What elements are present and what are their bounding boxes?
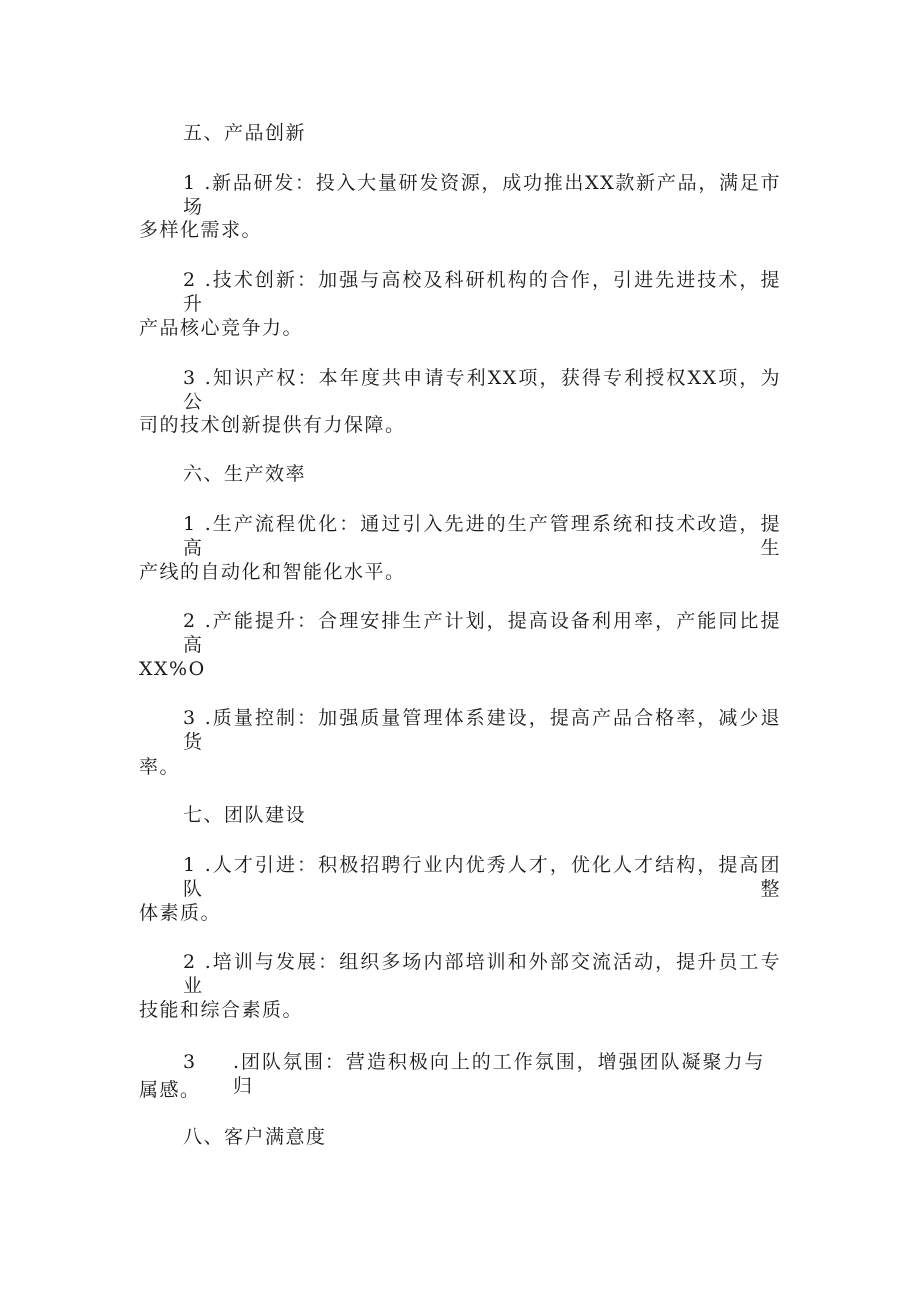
section-heading-customer-satisfaction: 八、客户满意度 xyxy=(183,1126,327,1148)
paragraph-team-atmosphere-line1: .团队氛围：营造积极向上的工作氛围，增强团队凝聚力与归 xyxy=(233,1051,765,1097)
section-heading-production-efficiency: 六、生产效率 xyxy=(183,463,307,485)
paragraph-talent-line1: 1 .人才引进：积极招聘行业内优秀人才，优化人才结构，提高团队整 xyxy=(183,854,781,900)
paragraph-new-product-rd-line2: 多样化需求。 xyxy=(139,219,263,241)
paragraph-talent-line2: 体素质。 xyxy=(139,902,222,924)
paragraph-tech-innovation-line1: 2 .技术创新：加强与高校及科研机构的合作，引进先进技术，提升 xyxy=(183,269,781,315)
paragraph-quality-control-line1: 3 .质量控制：加强质量管理体系建设，提高产品合格率，减少退货 xyxy=(183,707,781,753)
paragraph-capacity-line2: XX%O xyxy=(139,658,206,680)
paragraph-process-optimization-line2: 产线的自动化和智能化水平。 xyxy=(139,561,406,583)
paragraph-new-product-rd-line1: 1 .新品研发：投入大量研发资源，成功推出XX款新产品，满足市场 xyxy=(183,172,781,218)
paragraph-ip-line1: 3 .知识产权：本年度共申请专利XX项，获得专利授权XX项，为公 xyxy=(183,367,781,413)
paragraph-process-optimization-line1: 1 .生产流程优化：通过引入先进的生产管理系统和技术改造，提高生 xyxy=(183,513,781,559)
paragraph-ip-line2: 司的技术创新提供有力保障。 xyxy=(139,414,406,436)
paragraph-quality-control-line2: 率。 xyxy=(139,756,181,778)
paragraph-tech-innovation-line2: 产品核心竞争力。 xyxy=(139,317,304,339)
paragraph-team-atmosphere-number: 3 xyxy=(183,1051,197,1073)
paragraph-training-line1: 2 .培训与发展：组织多场内部培训和外部交流活动，提升员工专业 xyxy=(183,951,781,997)
section-heading-product-innovation: 五、产品创新 xyxy=(183,122,307,144)
paragraph-capacity-line1: 2 .产能提升：合理安排生产计划，提高设备利用率，产能同比提高 xyxy=(183,610,781,656)
paragraph-training-line2: 技能和综合素质。 xyxy=(139,999,304,1021)
section-heading-team-building: 七、团队建设 xyxy=(183,804,307,826)
paragraph-team-atmosphere-line2: 属感。 xyxy=(139,1079,201,1101)
